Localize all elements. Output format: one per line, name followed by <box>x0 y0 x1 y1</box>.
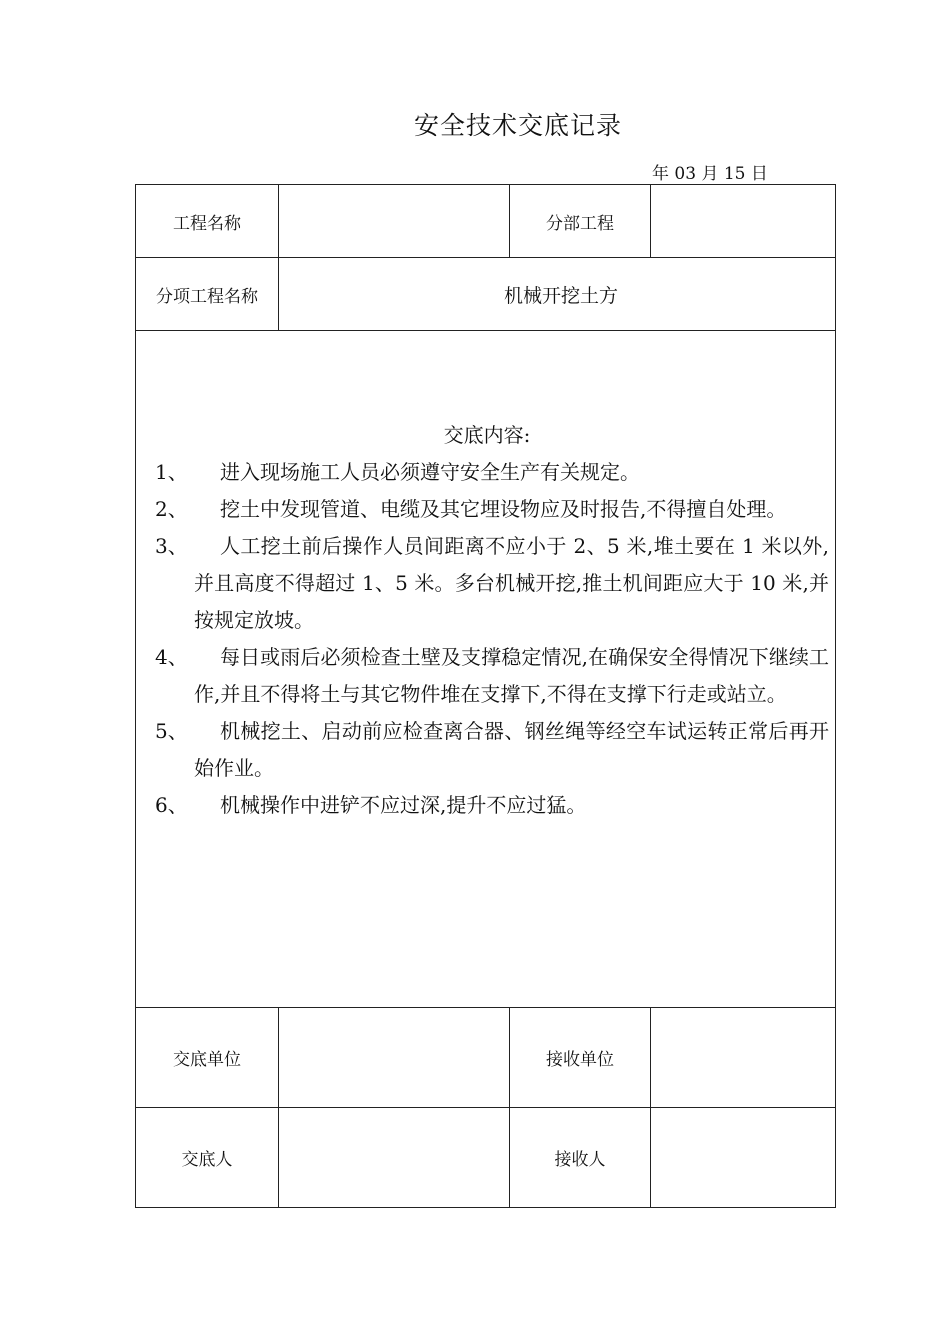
project-name-label: 工程名称 <box>136 185 279 258</box>
row-subitem <box>136 258 836 331</box>
project-name-field[interactable] <box>279 185 510 258</box>
content-body <box>145 417 829 824</box>
list-item <box>145 639 829 713</box>
item-text: 机械操作中进铲不应过深,提升不应过猛。 <box>220 793 587 817</box>
item-number: 1、 <box>155 460 188 484</box>
list-item <box>145 528 829 639</box>
subitem-label: 分项工程名称 <box>136 258 279 331</box>
issuer-unit-field[interactable] <box>279 1008 510 1108</box>
receiver-person-label: 接收人 <box>510 1108 651 1208</box>
receiver-unit-label: 接收单位 <box>510 1008 651 1108</box>
document-date: 年 03 月 15 日 <box>652 164 768 184</box>
row-units <box>136 1008 836 1108</box>
list-item <box>145 787 829 824</box>
content-cell <box>136 331 836 1008</box>
document-title: 安全技术交底记录 <box>413 111 622 140</box>
item-number: 2、 <box>155 497 188 521</box>
item-number: 5、 <box>155 719 188 743</box>
list-item <box>145 713 829 787</box>
row-persons <box>136 1108 836 1208</box>
list-item <box>145 454 829 491</box>
division-field[interactable] <box>651 185 836 258</box>
row-project <box>136 185 836 258</box>
item-number: 3、 <box>155 534 188 558</box>
content-heading: 交底内容: <box>443 423 531 447</box>
item-text: 机械挖土、启动前应检查离合器、钢丝绳等经空车试运转正常后再开始作业。 <box>194 719 829 780</box>
item-text: 进入现场施工人员必须遵守安全生产有关规定。 <box>220 460 640 484</box>
issuer-person-label: 交底人 <box>136 1108 279 1208</box>
issuer-person-field[interactable] <box>279 1108 510 1208</box>
division-label: 分部工程 <box>510 185 651 258</box>
item-text: 挖土中发现管道、电缆及其它埋设物应及时报告,不得擅自处理。 <box>220 497 787 521</box>
issuer-unit-label: 交底单位 <box>136 1008 279 1108</box>
safety-briefing-form <box>135 184 836 1208</box>
receiver-person-field[interactable] <box>651 1108 836 1208</box>
receiver-unit-field[interactable] <box>651 1008 836 1108</box>
subitem-field[interactable]: 机械开挖土方 <box>279 258 836 331</box>
item-number: 4、 <box>155 645 188 669</box>
item-text: 人工挖土前后操作人员间距离不应小于 2、5 米,堆土要在 1 米以外,并且高度不得超过 1、5 米。多台机械开挖,推土机间距应大于 10 米,并按规定放坡。 <box>194 534 829 632</box>
list-item <box>145 491 829 528</box>
item-number: 6、 <box>155 793 188 817</box>
row-content <box>136 331 836 1008</box>
item-text: 每日或雨后必须检查土壁及支撑稳定情况,在确保安全得情况下继续工作,并且不得将土与其它物件堆在支撑下,不得在支撑下行走或站立。 <box>194 645 829 706</box>
